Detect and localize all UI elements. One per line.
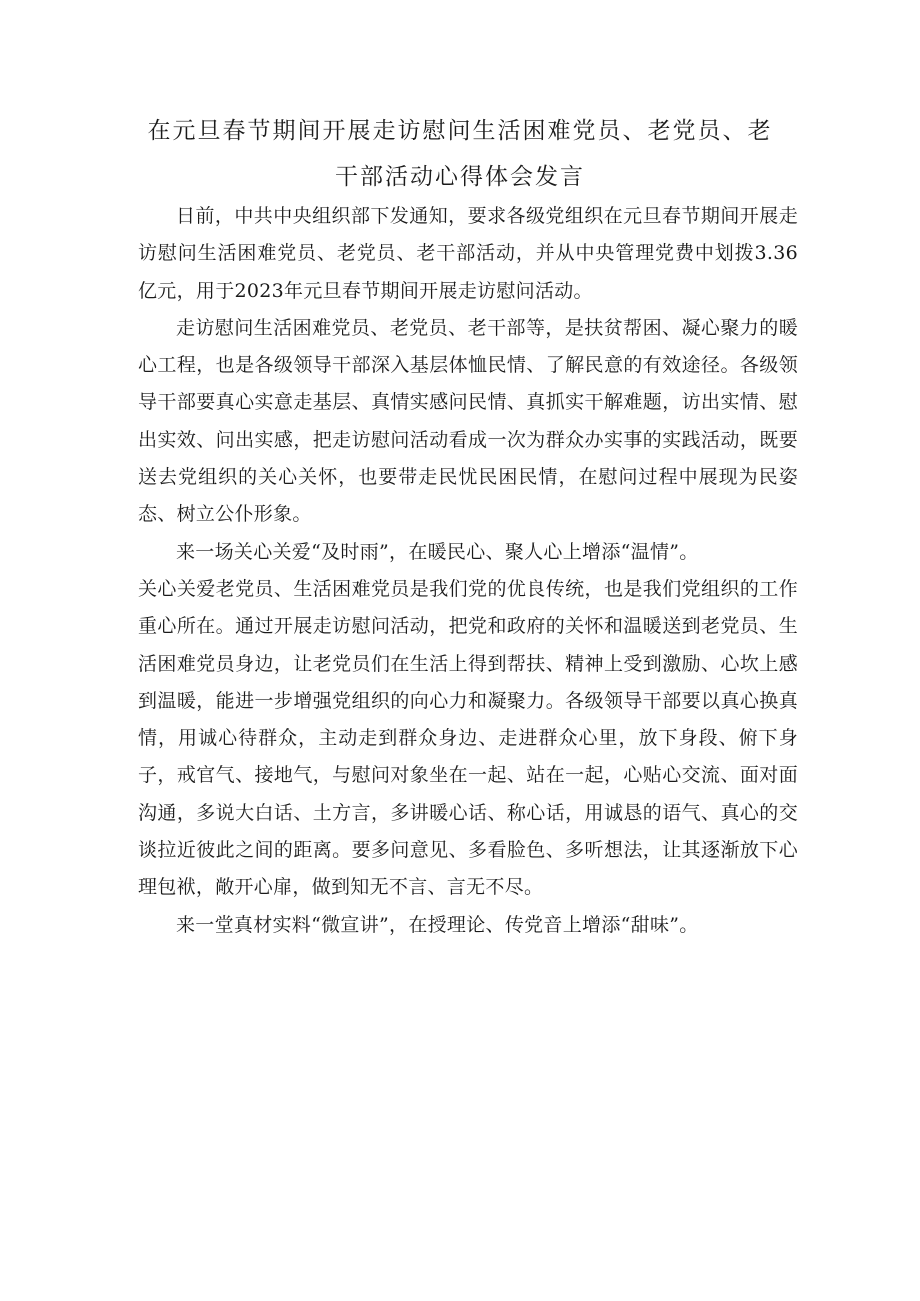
paragraph-1: 日前，中共中央组织部下发通知，要求各级党组织在元旦春节期间开展走访慰问生活困难党员、老党员、老干部活动，并从中央管理党费中划拨3.36亿元，用于2023年元旦春节期间开展走访慰问活动。 bbox=[138, 205, 798, 302]
paragraph-5-heading: 来一堂真材实料“微宣讲”，在授理论、传党音上增添“甜味”。 bbox=[176, 913, 699, 936]
paragraph-4: 关心关爱老党员、生活困难党员是我们党的优良传统，也是我们党组织的工作重心所在。通过开展走访慰问活动，把党和政府的关怀和温暖送到老党员、生活困难党员身边，让老党员们在生活上得到帮扶、精神上受到激励、心坎上感到温暖，能进一步增强党组织的向心力和凝聚力。各级领导干部要以真心换真情，用诚心待群众，主动走到群众身边、走进群众心里，放下身段、俯下身子，戒官气、接地气，与慰问对象坐在一起、站在一起，心贴心交流、面对面沟通，多说大白话、土方言，多讲暖心话、称心话，用诚恳的语气、真心的交谈拉近彼此之间的距离。要多问意见、多看脸色、多听想法，让其逐渐放下心理包袱，敞开心扉，做到知无不言、言无不尽。 bbox=[138, 577, 798, 899]
document-title-line-1: 在元旦春节期间开展走访慰问生活困难党员、老党员、老 bbox=[147, 118, 773, 144]
document-body bbox=[138, 198, 798, 944]
paragraph-2: 走访慰问生活困难党员、老党员、老干部等，是扶贫帮困、凝心聚力的暖心工程，也是各级领导干部深入基层体恤民情、了解民意的有效途径。各级领导干部要真心实意走基层、真情实感问民情、真抓实干解难题，访出实情、慰出实效、问出实感，把走访慰问活动看成一次为群众办实事的实践活动，既要送去党组织的关心关怀，也要带走民忧民困民情，在慰问过程中展现为民姿态、树立公仆形象。 bbox=[138, 316, 798, 526]
paragraph-3-heading: 来一场关心关爱“及时雨”，在暖民心、聚人心上增添“温情”。 bbox=[176, 540, 699, 563]
document-title-line-2: 干部活动心得体会发言 bbox=[335, 164, 585, 190]
